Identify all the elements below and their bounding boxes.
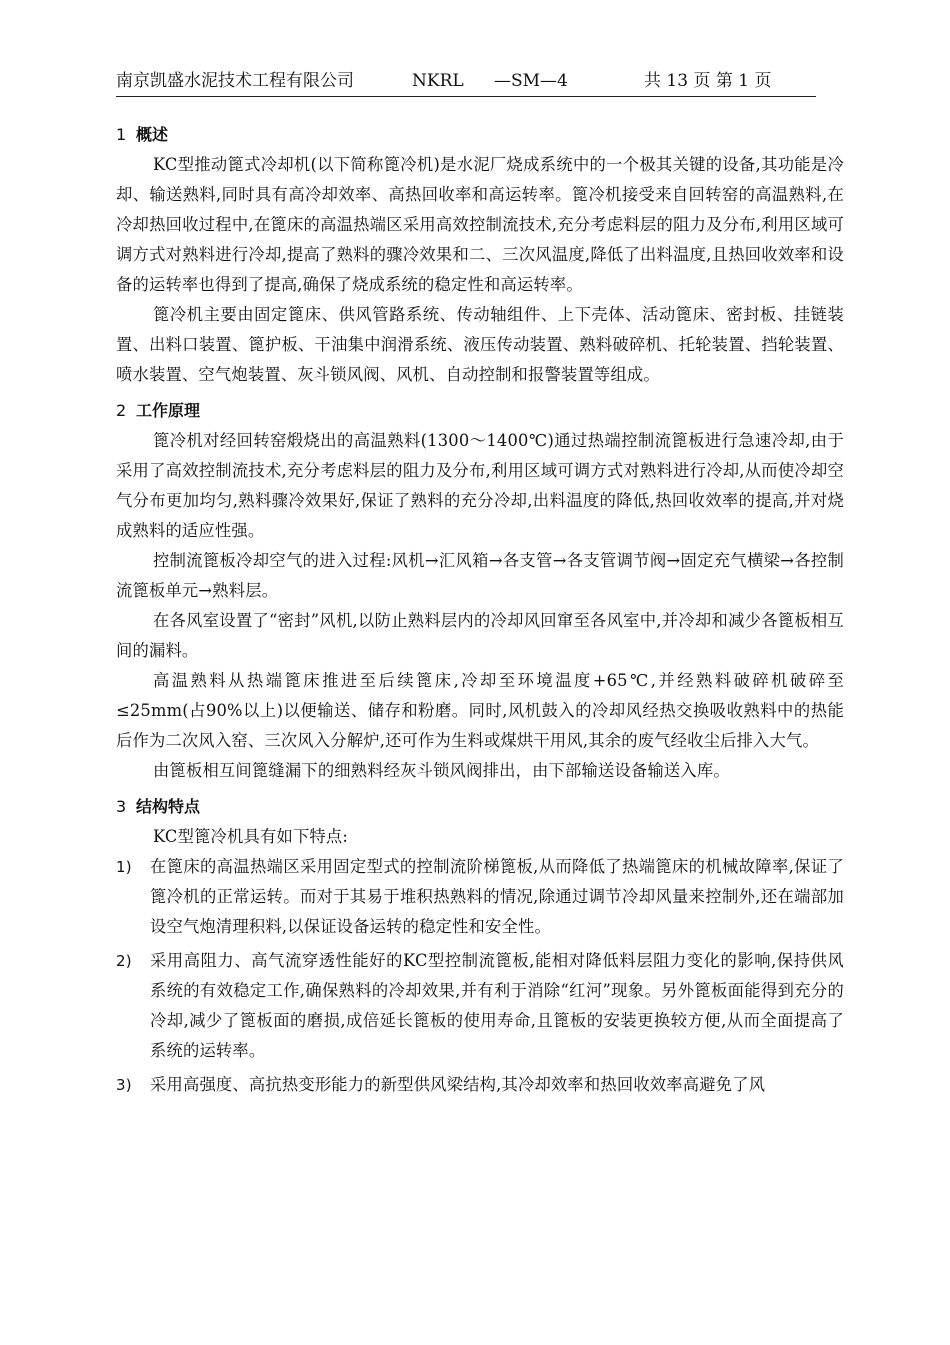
paragraph: 高温熟料从热端篦床推进至后续篦床,冷却至环境温度+65℃,并经熟料破碎机破碎至≤25mm(占90%以上)以便输送、储存和粉磨。同时,风机鼓入的冷却风经热交换吸收熟料中的热能后作为二次风入窑、三次风入分解炉,还可作为生料或煤烘干用风,其余的废气经收尘后排入大气。: [116, 671, 844, 750]
list-item: [116, 1070, 844, 1100]
section-heading-overview: [116, 120, 844, 150]
list-item-text: 采用高阻力、高气流穿透性能好的KC型控制流篦板,能相对降低料层阻力变化的影响,保持供风系统的有效稳定工作,确保熟料的冷却效果,并有利于消除“红河”现象。另外篦板面能得到充分的冷却,减少了篦板面的磨损,成倍延长篦板的使用寿命,且篦板的安装更换较方便,从而全面提高了系统的运转率。: [150, 951, 844, 1060]
section-number: 2: [116, 401, 127, 420]
list-item-text: 采用高强度、高抗热变形能力的新型供风梁结构,其冷却效率和热回收效率高避免了风: [150, 1075, 766, 1094]
list-marker: 2): [116, 952, 132, 970]
section-title: 结构特点: [136, 797, 201, 816]
paragraph: 在各风室设置了“密封”风机,以防止熟料层内的冷却风回窜至各风室中,并冷却和减少各篦板相互间的漏料。: [116, 611, 844, 660]
paragraph: KC型推动篦式冷却机(以下简称篦冷机)是水泥厂烧成系统中的一个极其关键的设备,其功能是冷却、输送熟料,同时具有高冷却效率、高热回收率和高运转率。篦冷机接受来自回转窑的高温熟料,在冷却热回收过程中,在篦床的高温热端区采用高效控制流技术,充分考虑料层的阻力及分布,利用区域可调方式对熟料进行冷却,提高了熟料的骤冷效果和二、三次风温度,降低了出料温度,且热回收效率和设备的运转率也得到了提高,确保了烧成系统的稳定性和高运转率。: [116, 155, 844, 294]
list-item-text: 在篦床的高温热端区采用固定型式的控制流阶梯篦板,从而降低了热端篦床的机械故障率,保证了篦冷机的正常运转。而对于其易于堆积热熟料的情况,除通过调节冷却风量来控制外,还在端部加设空气炮清理积料,以保证设备运转的稳定性和安全性。: [150, 857, 844, 936]
header-doc-code: NKRL: [412, 71, 464, 91]
list-marker: 3): [116, 1076, 132, 1094]
list-item: [116, 946, 844, 1066]
section-title: 概述: [136, 125, 169, 144]
paragraph: 控制流篦板冷却空气的进入过程:风机→汇风箱→各支管→各支管调节阀→固定充气横梁→各控制流篦板单元→熟料层。: [116, 551, 844, 600]
section-heading-working-principle: [116, 396, 844, 426]
paragraph: 由篦板相互间篦缝漏下的细熟料经灰斗锁风阀排出，由下部输送设备输送入库。: [153, 761, 730, 780]
section-number: 3: [116, 797, 127, 816]
page-header: [116, 66, 816, 97]
section-heading-structural-features: [116, 792, 844, 822]
header-page-info: 共 13 页 第 1 页: [644, 71, 772, 91]
paragraph-intro: KC型篦冷机具有如下特点:: [153, 827, 349, 846]
section-number: 1: [116, 125, 127, 144]
list-item: [116, 852, 844, 942]
paragraph: 篦冷机对经回转窑煅烧出的高温熟料(1300～1400℃)通过热端控制流篦板进行急速冷却,由于采用了高效控制流技术,充分考虑料层的阻力及分布,利用区域可调方式对熟料进行冷却,从而使冷却空气分布更加均匀,熟料骤冷效果好,保证了熟料的充分冷却,出料温度的降低,热回收效率的提高,并对烧成熟料的适应性强。: [116, 431, 844, 540]
feature-list: [116, 852, 844, 1100]
document-body: [116, 120, 844, 1104]
header-company: 南京凯盛水泥技术工程有限公司: [116, 71, 354, 91]
paragraph: 篦冷机主要由固定篦床、供风管路系统、传动轴组件、上下壳体、活动篦床、密封板、挂链装置、出料口装置、篦护板、干油集中润滑系统、液压传动装置、熟料破碎机、托轮装置、挡轮装置、喷水装置、空气炮装置、灰斗锁风阀、风机、自动控制和报警装置等组成。: [116, 305, 844, 384]
header-doc-subcode: —SM—4: [494, 71, 568, 91]
section-title: 工作原理: [136, 401, 201, 420]
list-marker: 1): [116, 858, 132, 876]
